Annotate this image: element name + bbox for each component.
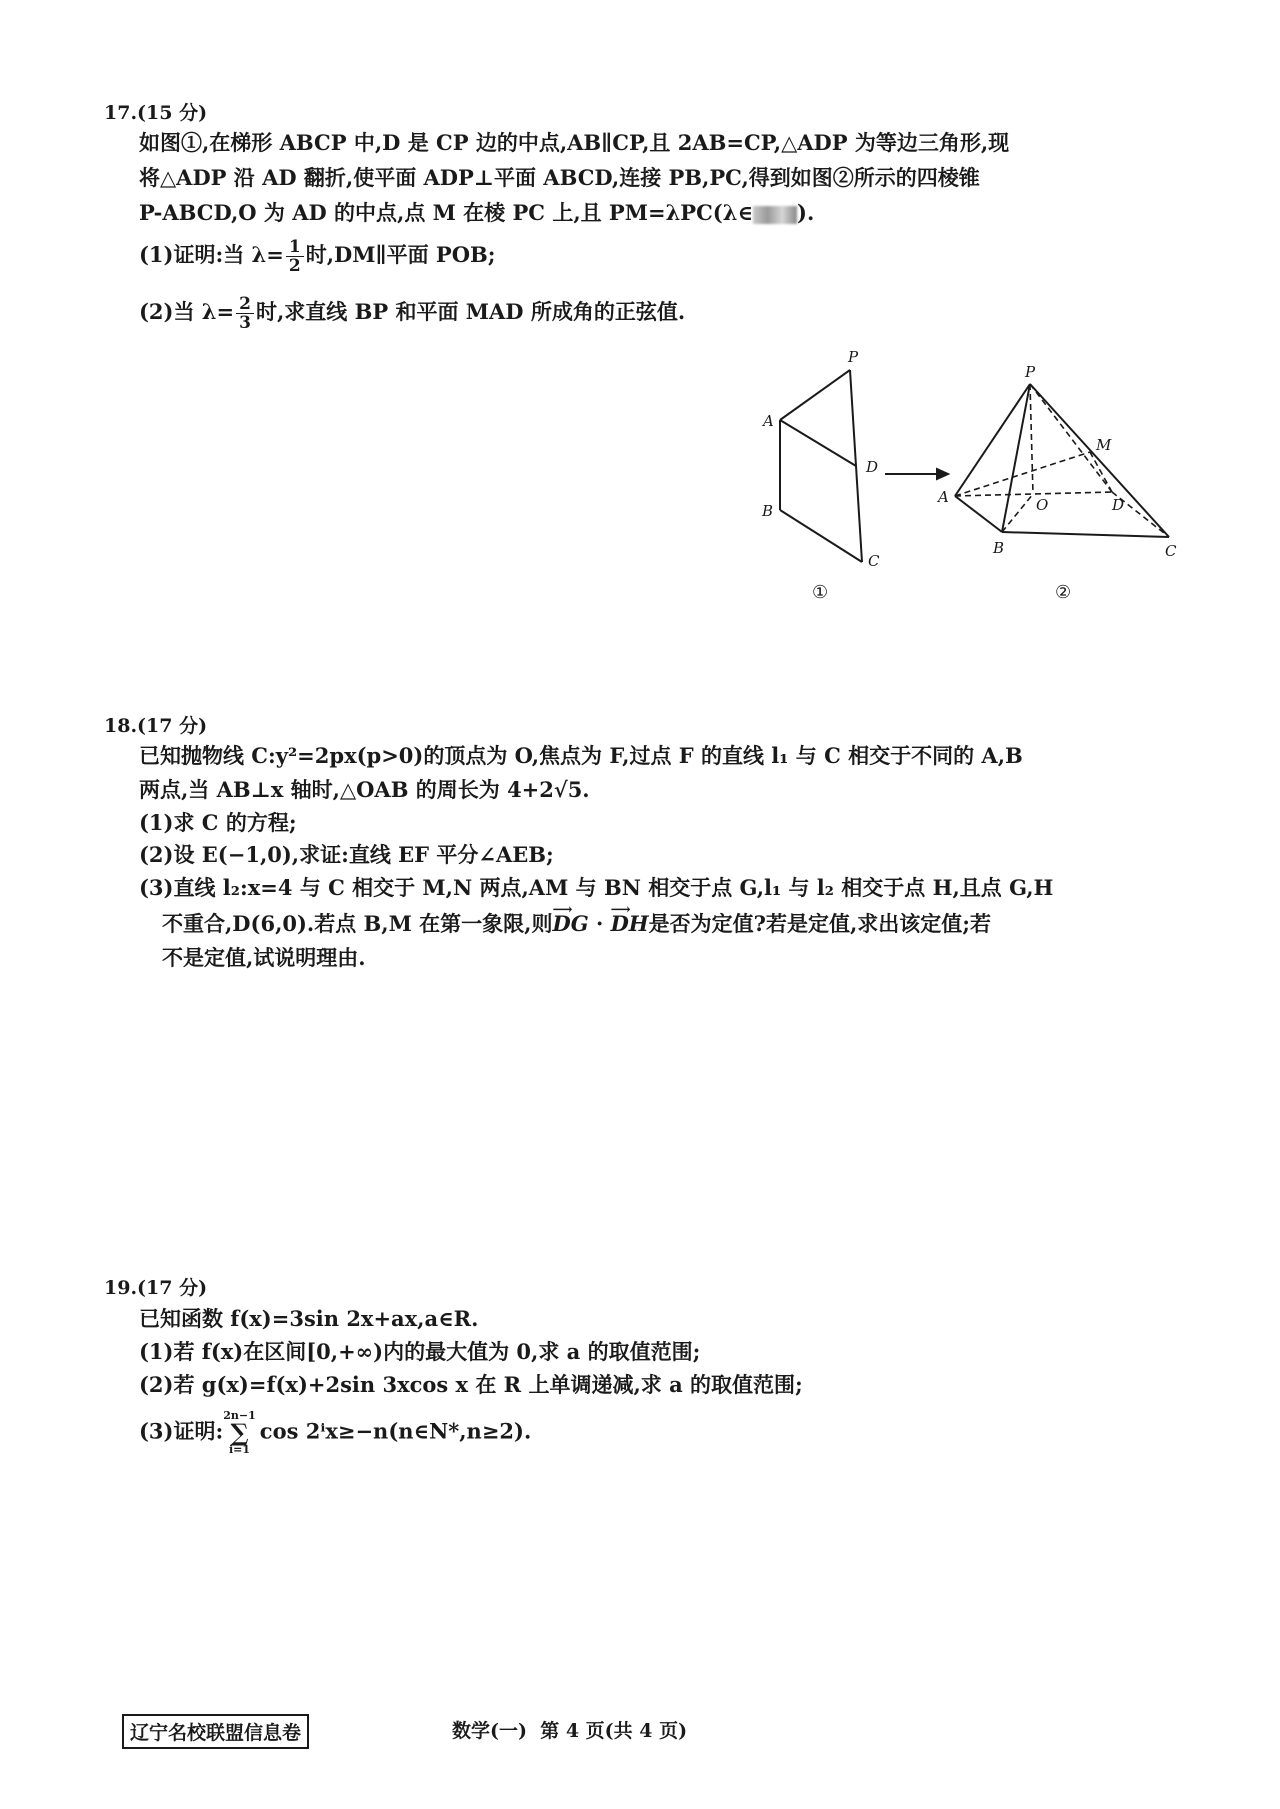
fig1-label-b: B [762, 502, 774, 520]
q18-part-2: (2)设 E(−1,0),求证:直线 EF 平分∠AEB; [139, 842, 554, 867]
fig1-label-p: P [848, 348, 859, 366]
q18-line-2: 两点,当 AB⊥x 轴时,△OAB 的周长为 4+2√5. [139, 777, 590, 802]
vector-dh: ⟶ DH [611, 909, 649, 939]
fraction-denominator: 2 [288, 256, 301, 276]
q19-part-3 [139, 1410, 531, 1456]
q18-heading: 18.(17 分) [104, 715, 208, 737]
q19-part-3-suffix: cos 2ⁱx≥−n(n∈N*,n≥2). [259, 1418, 532, 1444]
fig2-label-c: C [1165, 542, 1177, 560]
arrow-icon [885, 469, 948, 479]
q18-line-6 [162, 909, 991, 939]
footer-brand-box: 辽宁名校联盟信息卷 [122, 1714, 309, 1749]
q17-part-2 [139, 295, 685, 332]
q17-line-3 [139, 198, 814, 228]
q18-line-6-suffix: 是否为定值?若是定值,求出该定值;若 [648, 911, 992, 936]
vector-dg: ⟶ DG [552, 909, 588, 939]
q17-part-2-suffix: 时,求直线 BP 和平面 MAD 所成角的正弦值. [255, 299, 686, 324]
fig2-label-d: D [1112, 496, 1125, 514]
summation [223, 1410, 256, 1456]
fig1-label-a: A [763, 412, 774, 430]
fraction-numerator: 1 [286, 238, 304, 257]
summation-icon: ∑ [230, 1418, 249, 1447]
q18-part-3: (3)直线 l₂:x=4 与 C 相交于 M,N 两点,AM 与 BN 相交于点 G,l₁ 与 l₂ 相交于点 H,且点 G,H [139, 875, 1054, 900]
fig2-label-m: M [1096, 436, 1112, 454]
q17-part-1-prefix: (1)证明:当 λ= [139, 242, 284, 267]
figure-1-trapezoid [780, 370, 862, 562]
q17-heading: 17.(15 分) [104, 102, 208, 124]
q17-line-2: 将△ADP 沿 AD 翻折,使平面 ADP⊥平面 ABCD,连接 PB,PC,得到如图②所示的四棱锥 [139, 165, 980, 190]
fig2-label-p: P [1025, 363, 1036, 381]
q17-line-3-text: P-ABCD,O 为 AD 的中点,点 M 在棱 PC 上,且 PM=λPC(λ∈ [139, 200, 754, 225]
dot-product-operator: · [588, 911, 611, 936]
q19-heading: 19.(17 分) [104, 1277, 208, 1299]
fraction-one-half [286, 238, 304, 275]
q19-line-1: 已知函数 f(x)=3sin 2x+ax,a∈R. [139, 1306, 479, 1331]
q18-part-1: (1)求 C 的方程; [139, 810, 297, 835]
summation-upper: 2n−1 [223, 1409, 256, 1422]
q19-part-2: (2)若 g(x)=f(x)+2sin 3xcos x 在 R 上单调递减,求 a 的取值范围; [139, 1372, 803, 1397]
summation-lower: i=1 [228, 1443, 251, 1456]
q19-part-3-prefix: (3)证明: [139, 1418, 224, 1444]
q18-line-7: 不是定值,试说明理由. [162, 945, 366, 970]
geometry-figures [740, 340, 1200, 610]
q17-part-1 [139, 238, 496, 275]
fig2-label-b: B [993, 539, 1005, 557]
fig2-label-o: O [1036, 496, 1049, 514]
q17-part-2-prefix: (2)当 λ= [139, 299, 235, 324]
figure-2-caption: ② [1055, 582, 1072, 603]
fraction-numerator: 2 [236, 295, 254, 314]
figure-1-caption: ① [812, 582, 829, 603]
fraction-two-thirds [236, 295, 254, 332]
fig1-label-c: C [868, 552, 880, 570]
redaction-blur [753, 206, 797, 224]
q17-line-3-end: ). [797, 200, 815, 225]
footer-page-info: 数学(一) 第 4 页(共 4 页) [452, 1720, 688, 1742]
figure-2-hidden-lines [955, 384, 1169, 537]
fig2-label-a: A [938, 488, 949, 506]
q17-line-1: 如图①,在梯形 ABCP 中,D 是 CP 边的中点,AB∥CP,且 2AB=CP,△ADP 为等边三角形,现 [139, 130, 1010, 155]
fraction-denominator: 3 [239, 313, 251, 333]
q19-part-1: (1)若 f(x)在区间[0,+∞)内的最大值为 0,求 a 的取值范围; [139, 1339, 701, 1364]
q18-line-6-prefix: 不重合,D(6,0).若点 B,M 在第一象限,则 [162, 911, 553, 936]
q17-part-1-suffix: 时,DM∥平面 POB; [305, 242, 496, 267]
fig1-label-d: D [866, 458, 879, 476]
q18-line-1: 已知抛物线 C:y²=2px(p>0)的顶点为 O,焦点为 F,过点 F 的直线 l₁ 与 C 相交于不同的 A,B [139, 743, 1023, 768]
